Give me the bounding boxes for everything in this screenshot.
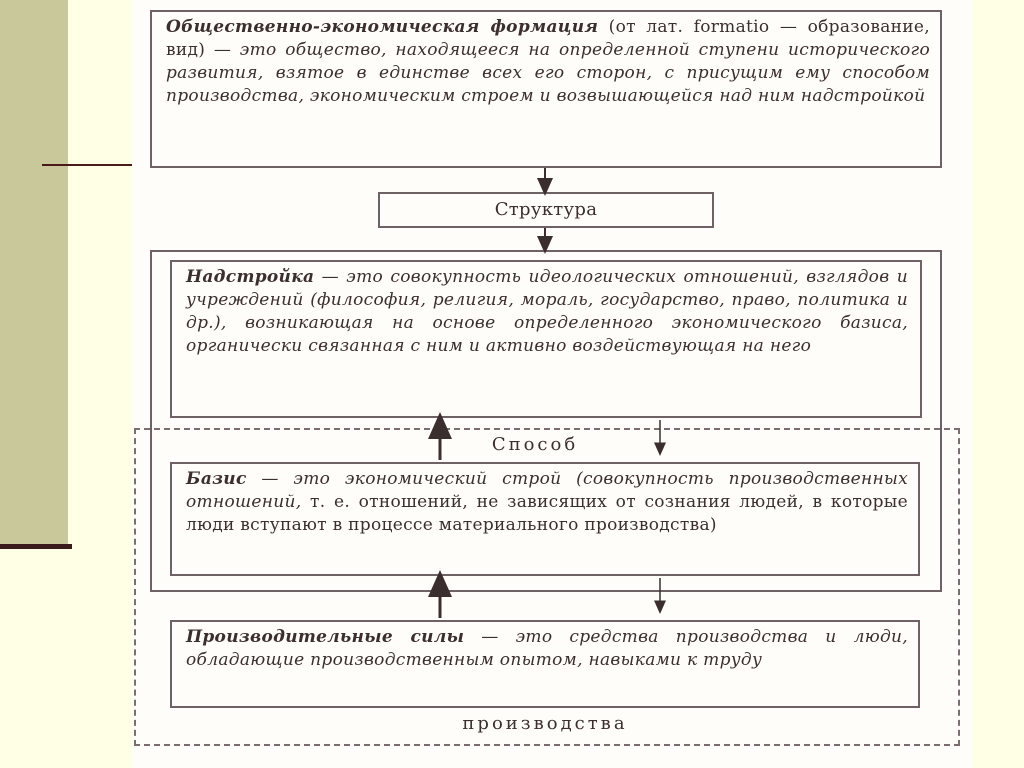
formation-text bbox=[166, 16, 930, 108]
productive-forces-term: Производительные силы bbox=[186, 627, 465, 647]
superstructure-term: Надстройка bbox=[186, 267, 315, 287]
productive-forces-definition: — это средства производства и люди, обладающие производственным опытом, навыками к труду bbox=[186, 627, 908, 670]
productive-forces-text bbox=[186, 626, 908, 672]
basis-definition-part1: — это экономический строй (совокупность производственных отношений, bbox=[186, 469, 908, 512]
formation-definition-part2: это общество, находящееся на определенной ступени исторического развития, взятое в единстве всех его сторон, с присущим ему способом производства, экономическим строем и возвышающейся над ним надстройкой bbox=[166, 40, 930, 106]
basis-definition-part2: т. е. отношений, не зависящих от сознания людей, в которые люди вступают в процессе материального производства) bbox=[186, 492, 908, 535]
mode-label-bottom: производства bbox=[462, 713, 628, 734]
divider-line-bottom bbox=[0, 544, 72, 549]
mode-label-top: Способ bbox=[491, 434, 579, 455]
formation-definition-part1: (от лат. formatio — образование, вид) — bbox=[166, 17, 930, 60]
basis-term: Базис bbox=[186, 469, 247, 489]
sidebar-panel bbox=[0, 0, 68, 548]
formation-term: Общественно-экономическая формация bbox=[166, 17, 599, 37]
structure-label: Структура bbox=[494, 199, 598, 220]
superstructure-text bbox=[186, 266, 908, 358]
superstructure-definition: — это совокупность идеологических отношений, взглядов и учреждений (философия, религия, мораль, государство, право, политика и др.), возникающая на основе определенного экономического базиса, органически связанная с ним и активно воздействующая на него bbox=[186, 267, 908, 356]
basis-text bbox=[186, 468, 908, 537]
divider-line bbox=[42, 164, 134, 166]
